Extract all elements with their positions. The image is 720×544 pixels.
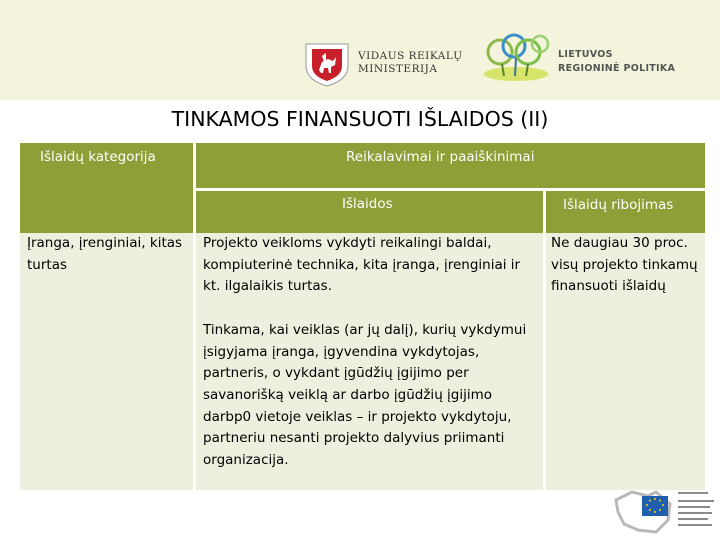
- expenses-table: [20, 143, 705, 490]
- regional-policy-logo: [480, 30, 690, 85]
- header-limit: [546, 191, 705, 233]
- ministry-logo: [302, 40, 472, 88]
- ministry-name-line1: VIDAUS REIKALŲ: [358, 50, 463, 62]
- row-expenses-cell: [196, 233, 543, 490]
- header-requirements-label: Reikalavimai ir paaiškinimai: [346, 149, 535, 165]
- header-category: [20, 143, 193, 233]
- header-requirements: [196, 143, 705, 188]
- header-category-label: Išlaidų kategorija: [40, 149, 156, 165]
- header-limit-label: Išlaidų ribojimas: [563, 197, 674, 213]
- eu-investment-badge: [612, 486, 720, 540]
- regional-policy-icon: [480, 30, 552, 82]
- row-expenses-paragraph-1: Projekto veikloms vykdyti reikalingi baldai, kompiuterinė technika, kita įranga, įrenginiai ir kt. ilgalaikis turtas.: [203, 235, 521, 295]
- row-limit-cell: [546, 233, 705, 490]
- ministry-name: [358, 50, 463, 76]
- row-limit-text: Ne daugiau 30 proc. visų projekto tinkamų finansuoti išlaidų: [551, 235, 698, 295]
- page-title: TINKAMOS FINANSUOTI IŠLAIDOS (II): [171, 107, 549, 131]
- regional-name-line1: LIETUVOS: [558, 49, 613, 60]
- header-expenses: [196, 191, 543, 233]
- eu-badge-graphic: [612, 486, 720, 540]
- row-category-text: Įranga, įrenginiai, kitas turtas: [27, 235, 183, 273]
- lithuanian-coat-of-arms-icon: [302, 40, 352, 88]
- ministry-name-line2: MINISTERIJA: [358, 63, 438, 75]
- regional-name-line2: REGIONINĖ POLITIKA: [558, 63, 676, 74]
- header-expenses-label: Išlaidos: [342, 196, 393, 212]
- row-category-cell: [20, 233, 193, 490]
- regional-policy-name: [558, 48, 675, 76]
- row-expenses-paragraph-2: Tinkama, kai veiklas (ar jų dalį), kurių vykdymui įsigyjama įranga, įgyvendina vykdytojas, partneris, o vykdant įgūdžių įgijimo per savanorišką veiklą ar darbo įgūdžių įgijimo darbp0 vietoje veiklas – ir projekto vykdytoju, partneriu nesanti projekto dalyvius priimanti organizacija.: [203, 321, 527, 469]
